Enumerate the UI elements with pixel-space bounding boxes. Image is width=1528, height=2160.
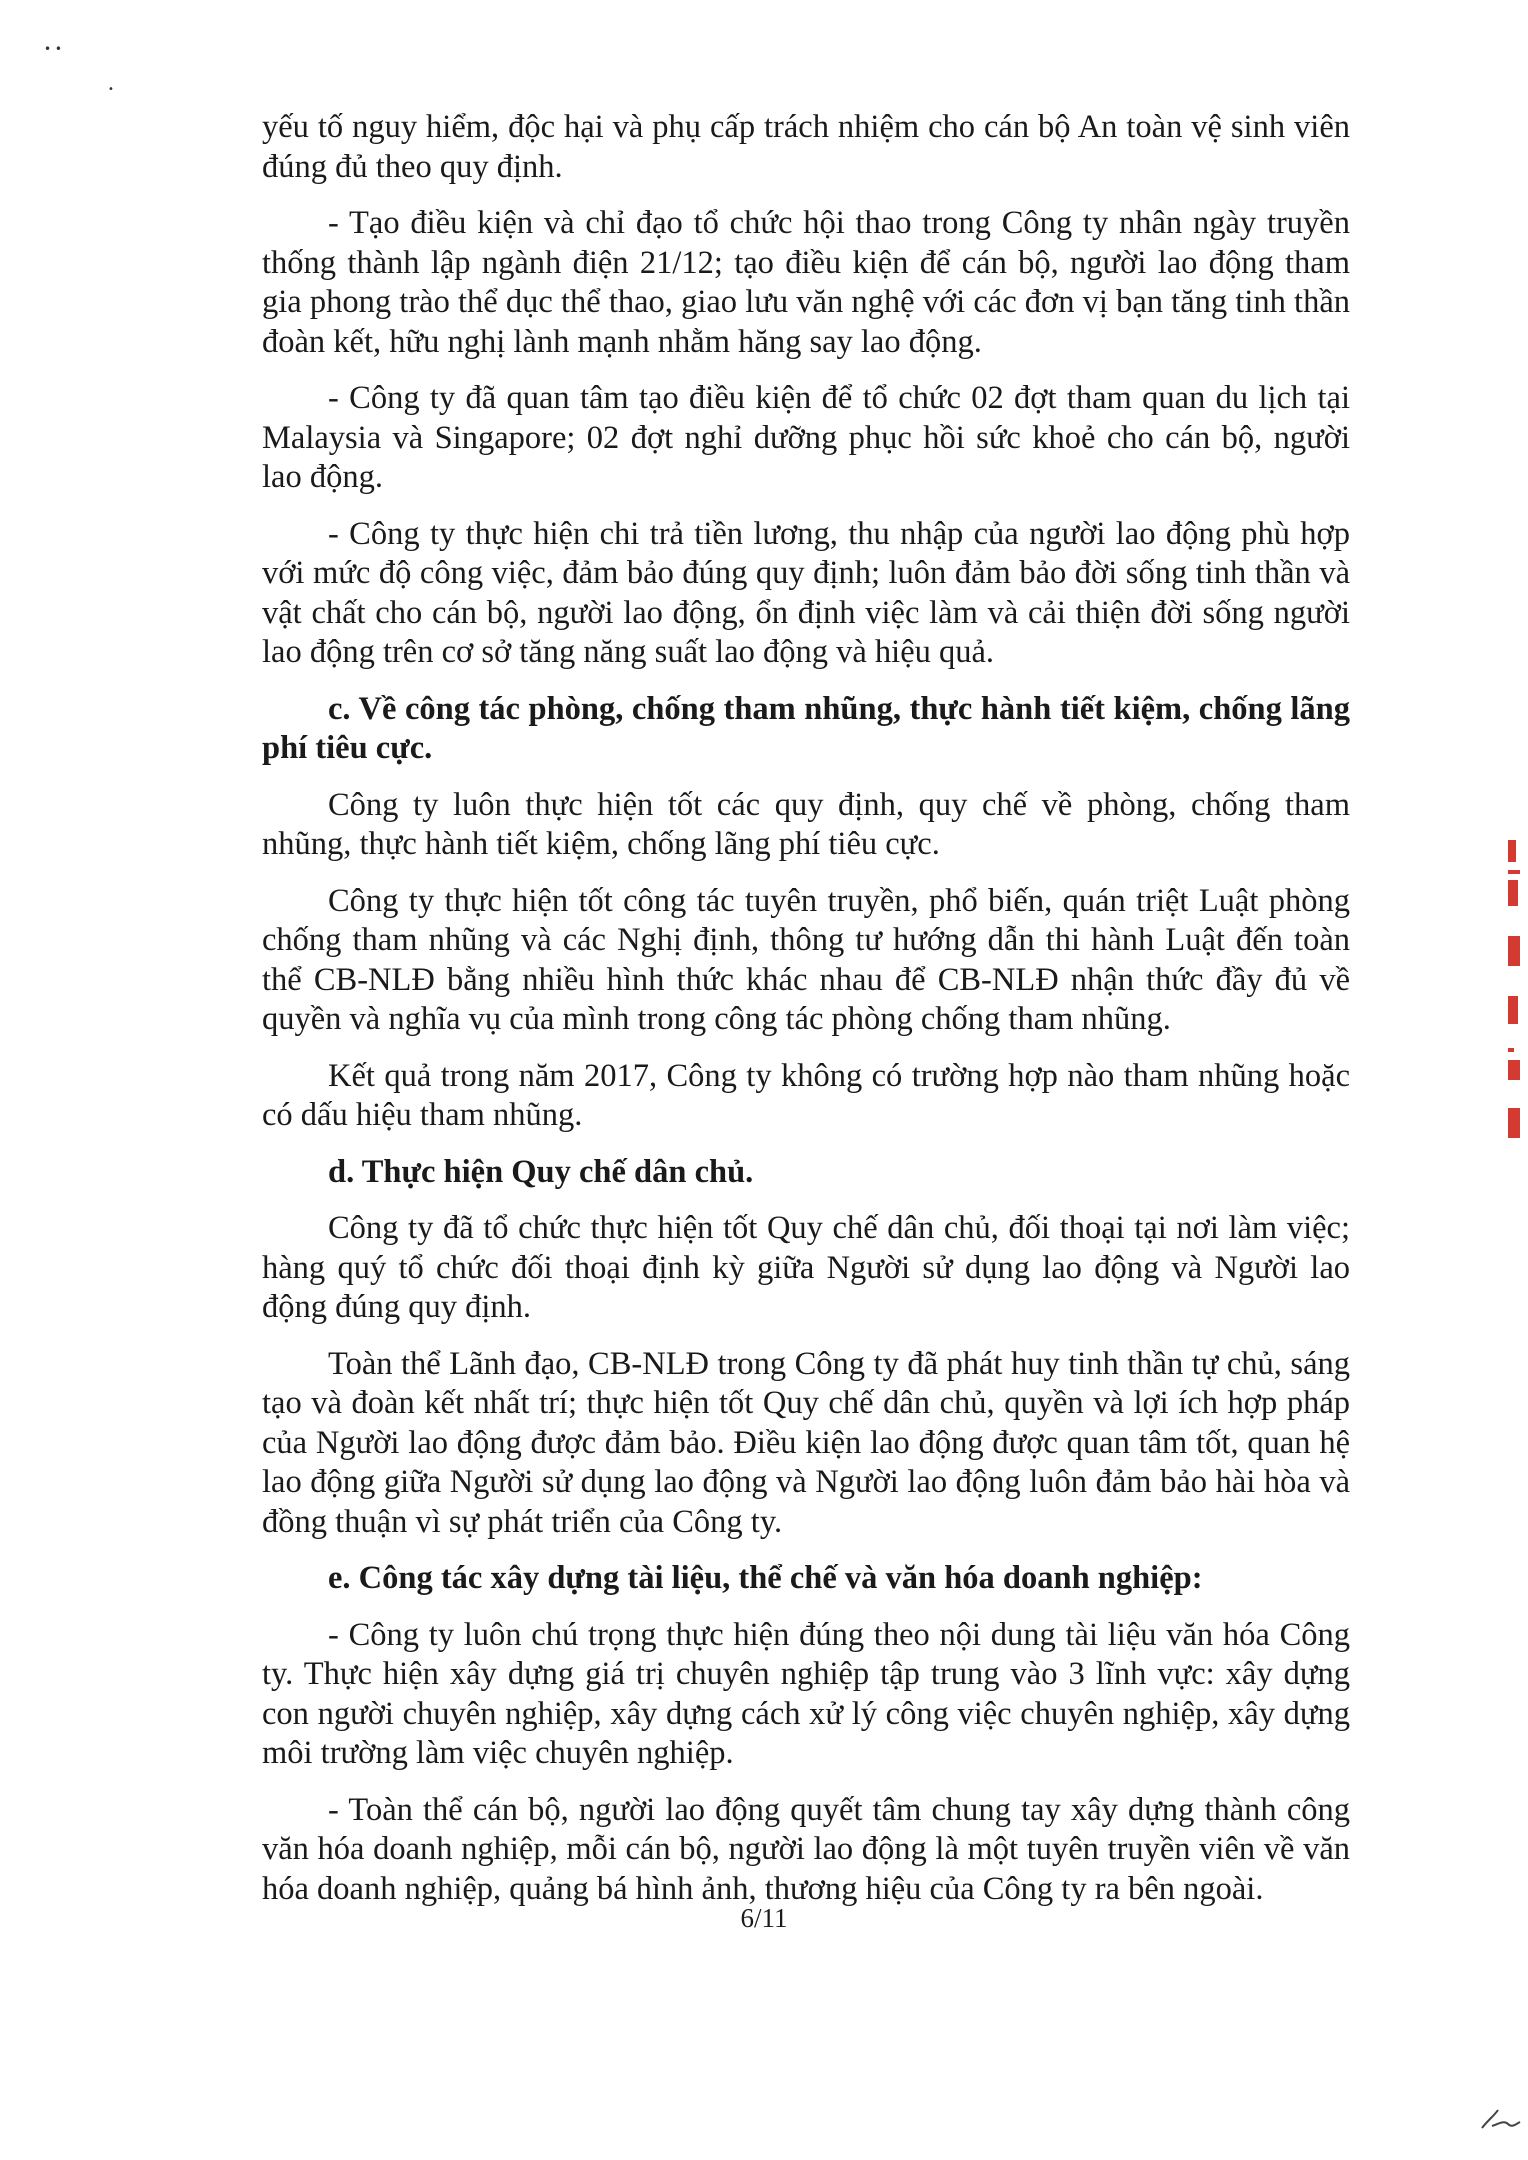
paragraph-6: Công ty luôn thực hiện tốt các quy định, quy chế về phòng, chống tham nhũng, thực hành tiết kiệm, chống lãng phí tiêu cực. [262, 786, 1350, 862]
page-number: 6/11 [740, 1903, 788, 1933]
section-heading-c: c. Về công tác phòng, chống tham nhũng, thực hành tiết kiệm, chống lãng phí tiêu cực. [262, 690, 1350, 766]
paragraph-7: Công ty thực hiện tốt công tác tuyên truyền, phổ biến, quán triệt Luật phòng chống tham nhũng và các Nghị định, thông tư hướng dẫn thi hành Luật đến toàn thể CB-NLĐ bằng nhiều hình thức khác nhau để CB-NLĐ nhận thức đầy đủ về quyền và nghĩa vụ của mình trong công tác phòng chống tham nhũng. [262, 882, 1350, 1037]
document-body [262, 108, 1350, 1926]
section-heading-e: e. Công tác xây dựng tài liệu, thể chế và văn hóa doanh nghiệp: [328, 1560, 1203, 1596]
scan-dot-top-left: • • [44, 42, 62, 56]
paragraph-2: - Tạo điều kiện và chỉ đạo tổ chức hội thao trong Công ty nhân ngày truyền thống thành lập ngành điện 21/12; tạo điều kiện để cán bộ, người lao động tham gia phong trào thể dục thể thao, giao lưu văn nghệ với các đơn vị bạn tăng tinh thần đoàn kết, hữu nghị lành mạnh nhằm hăng say lao động. [262, 205, 1350, 360]
paragraph-10: Công ty đã tổ chức thực hiện tốt Quy chế dân chủ, đối thoại tại nơi làm việc; hàng quý tổ chức đối thoại định kỳ giữa Người sử dụng lao động và Người lao động đúng quy định. [262, 1210, 1350, 1325]
signature-initial-icon [1478, 2098, 1522, 2138]
paragraph-1: yếu tố nguy hiểm, độc hại và phụ cấp trách nhiệm cho cán bộ An toàn vệ sinh viên đúng đủ theo quy định. [262, 109, 1350, 185]
paragraph-4: - Công ty thực hiện chi trả tiền lương, thu nhập của người lao động phù hợp với mức độ công việc, đảm bảo đúng quy định; luôn đảm bảo đời sống tinh thần và vật chất cho cán bộ, người lao động, ổn định việc làm và cải thiện đời sống người lao động trên cơ sở tăng năng suất lao động và hiệu quả. [262, 515, 1350, 670]
paragraph-3: - Công ty đã quan tâm tạo điều kiện để tổ chức 02 đợt tham quan du lịch tại Malaysia và Singapore; 02 đợt nghỉ dưỡng phục hồi sức khoẻ cho cán bộ, người lao động. [262, 380, 1350, 495]
paragraph-14: - Toàn thể cán bộ, người lao động quyết tâm chung tay xây dựng thành công văn hóa doanh nghiệp, mỗi cán bộ, người lao động là một tuyên truyền viên về văn hóa doanh nghiệp, quảng bá hình ảnh, thương hiệu của Công ty ra bên ngoài. [262, 1791, 1350, 1907]
paragraph-13: - Công ty luôn chú trọng thực hiện đúng theo nội dung tài liệu văn hóa Công ty. Thực hiện xây dựng giá trị chuyên nghiệp tập trung vào 3 lĩnh vực: xây dựng con người chuyên nghiệp, xây dựng cách xử lý công việc chuyên nghiệp, xây dựng môi trường làm việc chuyên nghiệp. [262, 1616, 1350, 1771]
section-heading-d: d. Thực hiện Quy chế dân chủ. [328, 1153, 754, 1190]
paragraph-8: Kết quả trong năm 2017, Công ty không có trường hợp nào tham nhũng hoặc có dấu hiệu tham nhũng. [262, 1057, 1350, 1133]
scan-dot-top-left-2: • [108, 84, 114, 95]
paragraph-11: Toàn thể Lãnh đạo, CB-NLĐ trong Công ty đã phát huy tinh thần tự chủ, sáng tạo và đoàn kết nhất trí; thực hiện tốt Quy chế dân chủ, quyền và lợi ích hợp pháp của Người lao động được đảm bảo. Điều kiện lao động được quan tâm tốt, quan hệ lao động giữa Người sử dụng lao động và Người lao động luôn đảm bảo hài hòa và đồng thuận vì sự phát triển của Công ty. [262, 1345, 1350, 1540]
red-stamp-edge [1508, 840, 1528, 1140]
